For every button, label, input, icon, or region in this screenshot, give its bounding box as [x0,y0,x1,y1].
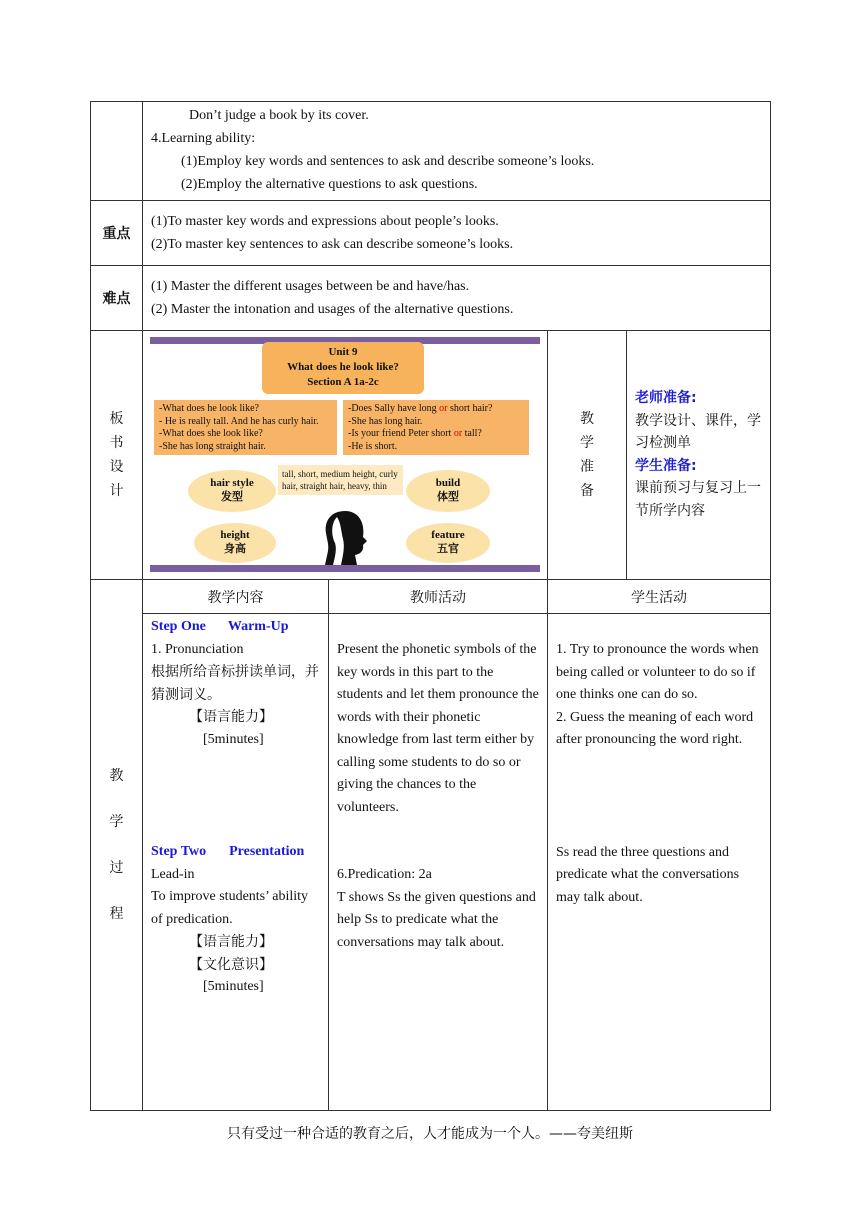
unit-title-box [262,342,424,394]
board-label-char-3: 设 [109,459,124,475]
difficult-points-row [91,266,771,331]
key-point-2: (2)To master key sentences to ask can describe someone’s looks. [151,237,514,252]
cloud-hair-style: hair style 发型 [188,470,276,512]
student-step1-text-1: 1. Try to pronounce the words when being called or volunteer to do so if one thinks one can do so. [556,642,759,702]
key-point-1: (1)To master key words and expressions about people’s looks. [151,214,499,229]
dialog-line: -Is your friend Peter short or tall? [348,428,482,439]
preparation-label [548,331,627,580]
step1-line: 1. Pronunciation [151,641,244,657]
process-label [91,580,143,1111]
dialog-line: -She has long hair. [348,415,423,427]
teacher-step2-text: T shows Ss the given questions and help Ss to predicate what the conversations may talk about. [337,889,536,950]
dialog-line: -Does Sally have long or short hair? [348,403,493,414]
key-points-cell [143,201,771,266]
process-label-char-2: 学 [109,814,124,830]
board-design-label [91,331,143,580]
student-column [548,614,771,1111]
unit-title: Unit 9 [328,346,358,358]
dialog-line: -He is short. [348,440,398,452]
board-design-cell [143,331,548,580]
step-two-title: Step Two Presentation [151,844,305,859]
student-prep-text: 课前预习与复习上一节所学内容 [635,480,761,519]
right-dialog-box [343,400,529,455]
teacher-column [329,614,548,1111]
unit-question: What does he look like? [287,361,399,373]
student-step2-text: Ss read the three questions and predicate what the conversations may talk about. [556,844,740,905]
learning-ability-item-1: (1)Employ key words and sentences to ask and describe someone’s looks. [181,154,595,169]
footer-quote: 只有受过一种合适的教育之后，人才能成为一个人。——夸美纽斯 [227,1126,633,1142]
unit-section: Section A 1a-2c [307,376,379,388]
preparation-cell [627,331,771,580]
prep-label-char-4: 备 [580,483,594,499]
process-label-char-4: 程 [109,906,124,922]
board-design-row [91,331,771,580]
teacher-step1-text: Present the phonetic symbols of the key words in this part to the students and let them pronounce the words with their phonetic knowledge from last term either by calling some students to do so or giving the chances to the volunteers. [337,642,539,815]
teacher-step2-heading: 6.Predication: 2a [337,867,432,882]
step2-time: [5minutes] [203,979,264,994]
prep-label-char-1: 教 [580,411,594,427]
student-step1-text-2: 2. Guess the meaning of each word after pronouncing the word right. [556,709,754,747]
prep-label-char-2: 学 [580,435,594,451]
objectives-cell [143,102,771,201]
objectives-row [91,102,771,201]
header-content: 教学内容 [143,580,329,614]
process-label-char-1: 教 [109,768,124,784]
difficult-points-label: 难点 [91,266,143,331]
lesson-plan-table [90,101,771,1111]
content-column [143,614,329,1111]
step-one-title: Step One Warm-Up [151,619,289,634]
head-silhouette-icon [315,507,375,567]
dialog-line: -What does she look like? [159,428,263,439]
difficult-points-cell [143,266,771,331]
board-label-char-2: 书 [109,435,124,451]
step2-tag: 【语言能力】 [189,934,273,950]
cloud-build: build 体型 [406,470,490,512]
board-label-char-1: 板 [109,411,124,427]
empty-label-cell [91,102,143,201]
step2-line: Lead-in [151,866,195,882]
key-points-label: 重点 [91,201,143,266]
board-label-char-4: 计 [109,483,124,499]
header-teacher: 教师活动 [329,580,548,614]
process-label-char-3: 过 [109,860,124,876]
difficult-point-1: (1) Master the different usages between be and have/has. [151,279,470,294]
teacher-prep-title: 老师准备: [635,390,697,406]
dialog-line: -She has long straight hair. [159,440,266,452]
learning-ability-item-2: (2)Employ the alternative questions to ask questions. [181,177,478,192]
cloud-feature: feature 五官 [406,523,490,563]
difficult-point-2: (2) Master the intonation and usages of the alternative questions. [151,302,514,317]
process-header-row [91,580,771,614]
step2-tag: 【文化意识】 [189,956,273,973]
dialog-line: - He is really tall. And he has curly hair. [159,415,319,427]
step1-line: 根据所给音标拼读单词，并猜测词义。 [151,664,319,703]
student-prep-title: 学生准备: [635,457,697,474]
cloud-height: height 身高 [194,523,276,563]
header-student: 学生活动 [548,580,771,614]
board-design-image [150,337,540,572]
dialog-line: -What does he look like? [159,403,259,414]
step1-tag: 【语言能力】 [189,709,273,725]
vocabulary-box: tall, short, medium height, curly hair, straight hair, heavy, thin [278,465,403,495]
step2-line: To improve students’ ability of predication. [151,889,309,927]
process-body-row [91,614,771,1111]
teacher-prep-text: 教学设计、课件，学习检测单 [635,412,761,451]
learning-ability-title: 4.Learning ability: [151,131,256,146]
proverb-text: Don’t judge a book by its cover. [189,108,369,123]
prep-label-char-3: 准 [580,459,594,475]
left-dialog-box [154,400,337,455]
key-points-row [91,201,771,266]
step1-time: [5minutes] [203,731,264,747]
